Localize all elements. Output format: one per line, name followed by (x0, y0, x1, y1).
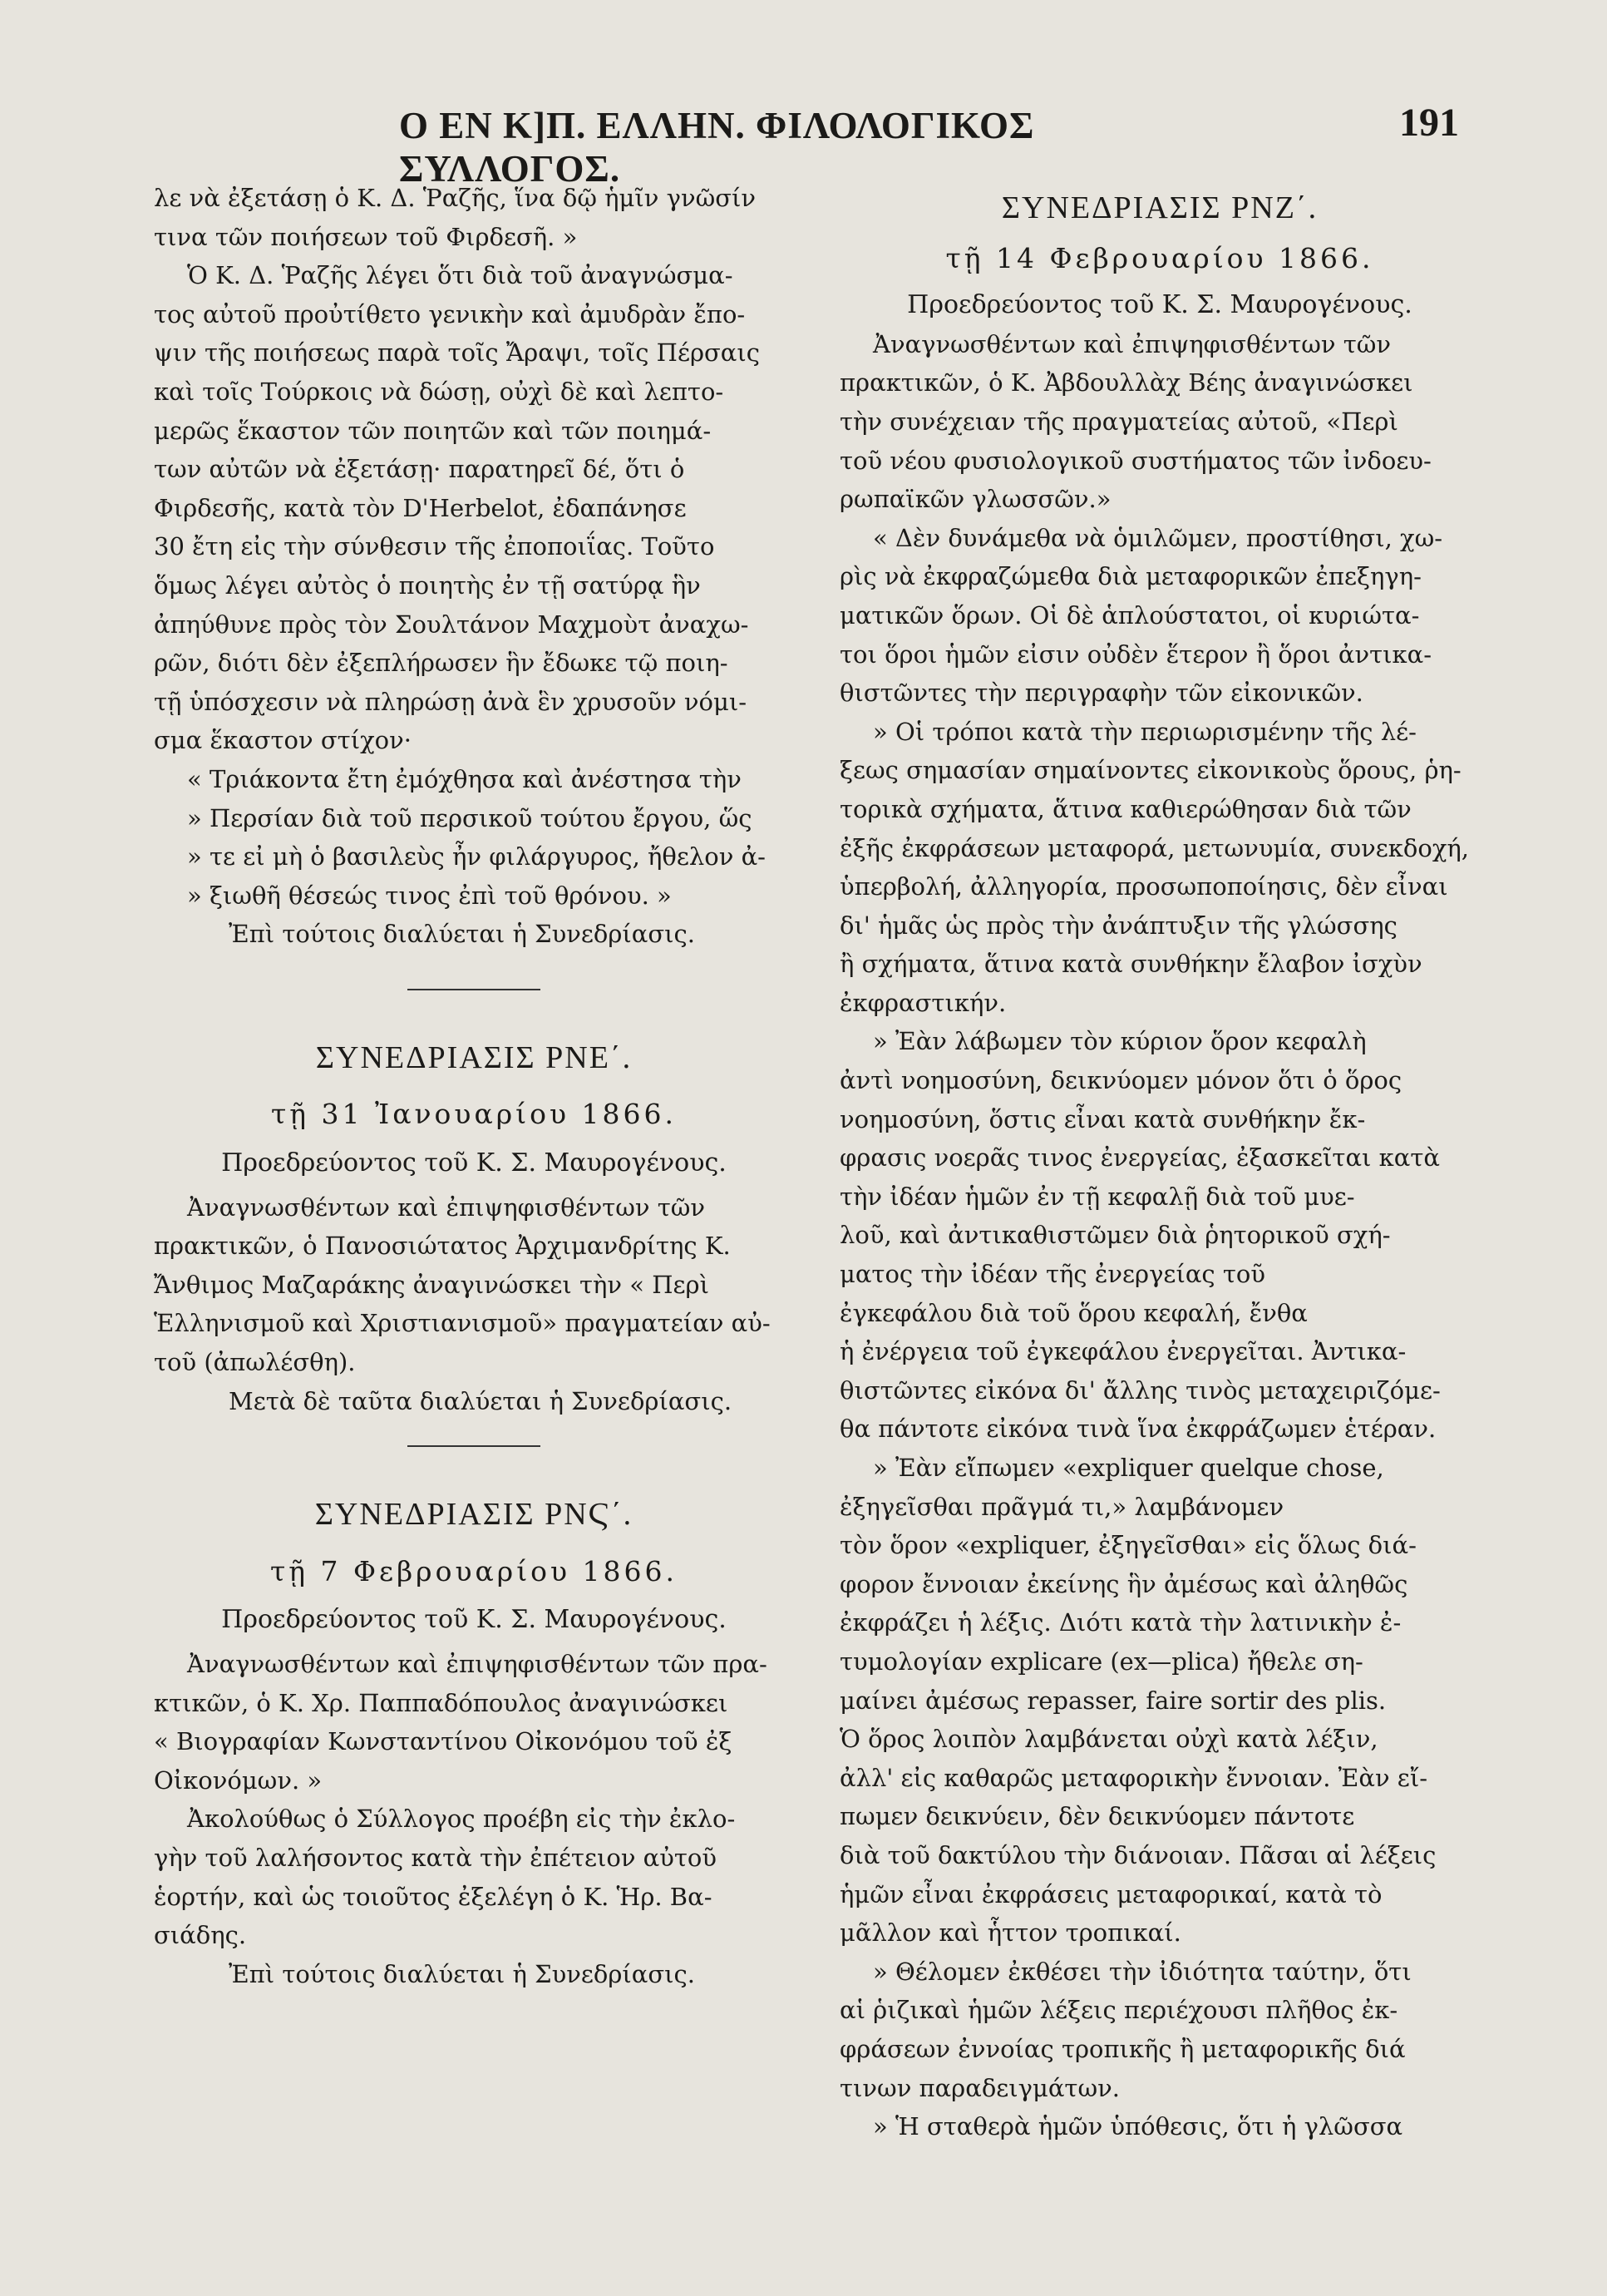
text-line: ἀπηύθυνε πρὸς τὸν Σουλτάνον Μαχμοὺτ ἀναχω- (154, 610, 749, 639)
text-line: τοῦ νέου φυσιολογικοῦ συστήματος τῶν ἰνδοευ- (840, 446, 1432, 475)
text-line: » Ἡ σταθερὰ ἡμῶν ὑπόθεσις, ὅτι ἡ γλῶσσα (873, 2112, 1403, 2141)
text-line: ματικῶν ὅρων. Οἱ δὲ ἁπλούστατοι, οἱ κυριώτα- (840, 600, 1420, 630)
text-line: θιστῶντες εἰκόνα δι' ἄλλης τινὸς μεταχειριζόμε- (840, 1375, 1441, 1405)
text-line: ρῶν, διότι δὲν ἐξεπλήρωσεν ἣν ἔδωκε τῷ ποιη- (154, 649, 728, 678)
session-heading: ΣΥΝΕΔΡΙΑΣΙΣ ΡΝΖ΄. (1001, 190, 1319, 225)
closing-line: Μετὰ δὲ ταῦτα διαλύεται ἡ Συνεδρίασις. (229, 1386, 732, 1415)
text-line: λε νὰ ἐξετάσῃ ὁ Κ. Δ. Ῥαζῆς, ἵνα δῷ ἡμῖν γνῶσίν (154, 184, 757, 212)
text-line: Ἄνθιμος Μαζαράκης ἀναγινώσκει τὴν « Περὶ (154, 1270, 709, 1299)
text-line: ἡ ἐνέργεια τοῦ ἐγκεφάλου ἐνεργεῖται. Ἀντικα- (840, 1337, 1407, 1366)
text-line: » Περσίαν διὰ τοῦ περσικοῦ τούτου ἔργου, ὥς (187, 803, 752, 832)
text-line: ἀντὶ νοημοσύνη, δεικνύομεν μόνον ὅτι ὁ ὅρος (840, 1066, 1402, 1095)
text-line: ἡμῶν εἶναι ἐκφράσεις μεταφορικαί, κατὰ τὸ (840, 1879, 1383, 1908)
text-line: » Ἐὰν λάβωμεν τὸν κύριον ὅρον κεφαλὴ (873, 1027, 1367, 1056)
text-line: τοι ὅροι ἡμῶν εἰσιν οὐδὲν ἕτερον ἢ ὅροι ἀντικα- (840, 639, 1432, 669)
text-line: μερῶς ἕκαστον τῶν ποιητῶν καὶ τῶν ποιημά- (154, 416, 712, 445)
text-line: τυμολογίαν explicare (ex—plica) ἤθελε ση- (840, 1647, 1363, 1676)
closing-line: Ἐπὶ τούτοις διαλύεται ἡ Συνεδρίασις. (229, 1959, 695, 1988)
text-line: τινων παραδειγμάτων. (840, 2073, 1120, 2102)
text-line: ἐγκεφάλου διὰ τοῦ ὅρου κεφαλή, ἔνθα (840, 1298, 1308, 1327)
intro-text (154, 179, 794, 256)
text-line: αἱ ῥιζικαὶ ἡμῶν λέξεις περιέχουσι πλῆθος ἐκ- (840, 1996, 1398, 2025)
text-line: Οἰκονόμων. » (154, 1765, 323, 1795)
text-line: Ἀναγνωσθέντων καὶ ἐπιψηφισθέντων τῶν (187, 1192, 706, 1222)
text-line: Φιρδεσῆς, κατὰ τὸν D'Herbelot, ἐδαπάνησε (154, 493, 687, 522)
text-line: ἐκφραστικήν. (840, 988, 1007, 1017)
session-date: τῇ 14 Φεβρουαρίου 1866. (945, 241, 1374, 274)
text-line: Ἀναγνωσθέντων καὶ ἐπιψηφισθέντων τῶν (873, 329, 1392, 358)
closing-line: Ἐπὶ τούτοις διαλύεται ἡ Συνεδρίασις. (229, 920, 695, 949)
text-line: » τε εἰ μὴ ὁ βασιλεὺς ἦν φιλάργυρος, ἤθελον ἀ- (187, 842, 766, 871)
text-line: θα πάντοτε εἰκόνα τινὰ ἵνα ἐκφράζωμεν ἑτέραν. (840, 1415, 1437, 1444)
session-chair: Προεδρεύοντος τοῦ Κ. Σ. Μαυρογένους. (221, 1605, 727, 1635)
text-line: φρασις νοερᾶς τινος ἐνεργείας, ἐξασκεῖται κατὰ (840, 1143, 1440, 1173)
text-line: Ἀναγνωσθέντων καὶ ἐπιψηφισθέντων τῶν πρα- (187, 1650, 767, 1678)
text-line: ὅμως λέγει αὐτὸς ὁ ποιητὴς ἐν τῇ σατύρᾳ ἣν (154, 570, 701, 600)
text-line: πρακτικῶν, ὁ Κ. Ἀβδουλλὰχ Βέης ἀναγινώσκει (840, 368, 1413, 397)
text-line: Ἑλληνισμοῦ καὶ Χριστιανισμοῦ» πραγματείαν αὐ- (154, 1309, 771, 1338)
text-line: τος αὐτοῦ προὐτίθετο γενικὴν καὶ ἀμυδρὰν ἔπο- (154, 299, 746, 328)
text-line: ματος τὴν ἰδέαν τῆς ἐνεργείας τοῦ (840, 1260, 1265, 1289)
text-line: σμα ἕκαστον στίχον· (154, 726, 412, 755)
text-line: ἐξηγεῖσθαι πρᾶγμά τι,» λαμβάνομεν (840, 1492, 1284, 1521)
text-line: τορικὰ σχήματα, ἅτινα καθιερώθησαν διὰ τῶν (840, 794, 1412, 823)
text-line: « Τριάκοντα ἔτη ἐμόχθησα καὶ ἀνέστησα τὴν (187, 764, 742, 793)
text-line: φράσεων ἐννοίας τροπικῆς ἢ μεταφορικῆς διά (840, 2034, 1406, 2063)
text-line: σιάδης. (154, 1921, 247, 1950)
text-line: πρακτικῶν, ὁ Πανοσιώτατος Ἀρχιμανδρίτης Κ. (154, 1232, 731, 1261)
left-column (154, 179, 794, 1993)
text-line: ξεως σημασίαν σημαίνοντες εἰκονικοὺς ὅρους, ῥη- (840, 756, 1462, 785)
session-heading: ΣΥΝΕΔΡΙΑΣΙΣ ΡΝΕ΄. (315, 1039, 633, 1075)
text-line: Ὁ Κ. Δ. Ῥαζῆς λέγει ὅτι διὰ τοῦ ἀναγνώσμα- (187, 261, 733, 290)
text-line: τινα τῶν ποιήσεων τοῦ Φιρδεσῆ. » (154, 222, 578, 251)
text-line: κτικῶν, ὁ Κ. Χρ. Παππαδόπουλος ἀναγινώσκει (154, 1688, 728, 1717)
text-line: Ὁ ὅρος λοιπὸν λαμβάνεται οὐχὶ κατὰ λέξιν, (840, 1725, 1378, 1754)
text-line: ἀλλ' εἰς καθαρῶς μεταφορικὴν ἔννοιαν. Ἐὰν εἴ- (840, 1763, 1427, 1792)
text-line: » ξιωθῆ θέσεώς τινος ἐπὶ τοῦ θρόνου. » (187, 881, 672, 910)
text-line: τὸν ὅρον «expliquer, ἐξηγεῖσθαι» εἰς ὅλως διά- (840, 1531, 1417, 1560)
text-line: καὶ τοῖς Τούρκοις νὰ δώσῃ, οὐχὶ δὲ καὶ λεπτο- (154, 377, 724, 406)
text-line: ἑορτήν, καὶ ὡς τοιοῦτος ἐξελέγη ὁ Κ. Ἡρ. Βα- (154, 1882, 712, 1911)
text-line: 30 ἔτη εἰς τὴν σύνθεσιν τῆς ἐποποιΐας. Τοῦτο (154, 532, 715, 561)
text-line: τὴν συνέχειαν τῆς πραγματείας αὐτοῦ, «Περὶ (840, 407, 1398, 436)
text-line: φορον ἔννοιαν ἐκείνης ἣν ἀμέσως καὶ ἀληθῶς (840, 1569, 1408, 1598)
verse-quote (154, 760, 794, 915)
paragraph (154, 256, 794, 760)
text-line: » Οἱ τρόποι κατὰ τὴν περιωρισμένην τῆς λέ- (873, 717, 1417, 746)
text-line: τῇ ὑπόσχεσιν νὰ πληρώσῃ ἀνὰ ἓν χρυσοῦν νόμι- (154, 687, 747, 716)
text-line: ρὶς νὰ ἐκφραζώμεθα διὰ μεταφορικῶν ἐπεξηγη- (840, 562, 1422, 591)
session-heading: ΣΥΝΕΔΡΙΑΣΙΣ ΡΝϚ΄. (314, 1497, 633, 1533)
right-column (840, 179, 1480, 2146)
text-line: γὴν τοῦ λαλήσοντος κατὰ τὴν ἐπέτειον αὐτοῦ (154, 1843, 717, 1872)
page-number: 191 (1399, 101, 1459, 145)
text-line: πωμεν δεικνύειν, δὲν δεικνύομεν πάντοτε (840, 1802, 1355, 1831)
text-line: » Ἐὰν εἴπωμεν «expliquer quelque chose, (873, 1454, 1384, 1482)
text-line: ὑπερβολή, ἀλληγορία, προσωποποίησις, δὲν εἶναι (840, 872, 1448, 901)
text-line: νοημοσύνη, ὅστις εἶναι κατὰ συνθήκην ἔκ- (840, 1104, 1366, 1133)
text-line: » Θέλομεν ἐκθέσει τὴν ἰδιότητα ταύτην, ὅτι (873, 1957, 1412, 1986)
text-line: ἢ σχήματα, ἅτινα κατὰ συνθήκην ἔλαβον ἰσχὺν (840, 950, 1422, 979)
session-date: τῇ 7 Φεβρουαρίου 1866. (269, 1554, 678, 1587)
text-line: δι' ἡμᾶς ὡς πρὸς τὴν ἀνάπτυξιν τῆς γλώσσης (840, 911, 1397, 940)
session-date: τῇ 31 Ἰανουαρίου 1866. (271, 1098, 677, 1131)
text-line: ρωπαϊκῶν γλωσσῶν.» (840, 485, 1112, 514)
running-header: Ο ΕΝ Κ]Π. ΕΛΛΗΝ. ΦΙΛΟΛΟΓΙΚΟΣ ΣΥΛΛΟΓΟΣ. (399, 105, 1035, 190)
text-line: των αὐτῶν νὰ ἐξετάσῃ· παρατηρεῖ δέ, ὅτι ὁ (154, 455, 685, 484)
text-line: λοῦ, καὶ ἀντικαθιστῶμεν διὰ ῥητορικοῦ σχή- (840, 1221, 1391, 1250)
text-line: ἐκφράζει ἡ λέξις. Διότι κατὰ τὴν λατινικὴν ἐ- (840, 1608, 1402, 1637)
text-line: διὰ τοῦ δακτύλου τὴν διάνοιαν. Πᾶσαι αἱ λέξεις (840, 1840, 1437, 1869)
text-line: ἐξῆς ἐκφράσεων μεταφορά, μετωνυμία, συνεκδοχή, (840, 833, 1469, 862)
text-line: τοῦ (ἀπωλέσθη). (154, 1348, 356, 1377)
session-chair: Προεδρεύοντος τοῦ Κ. Σ. Μαυρογένους. (221, 1148, 727, 1178)
session-chair: Προεδρεύοντος τοῦ Κ. Σ. Μαυρογένους. (907, 290, 1412, 320)
text-line: ψιν τῆς ποιήσεως παρὰ τοῖς Ἄραψι, τοῖς Πέρσαις (154, 338, 761, 368)
text-line: μᾶλλον καὶ ἧττον τροπικαί. (840, 1918, 1181, 1948)
text-line: μαίνει ἀμέσως repasser, faire sortir des plis. (840, 1686, 1387, 1715)
text-line: « Βιογραφίαν Κωνσταντίνου Οἰκονόμου τοῦ ἐξ (154, 1727, 732, 1756)
text-line: θιστῶντες τὴν περιγραφὴν τῶν εἰκονικῶν. (840, 679, 1363, 708)
text-line: τὴν ἰδέαν ἡμῶν ἐν τῇ κεφαλῇ διὰ τοῦ μυε- (840, 1182, 1355, 1211)
text-line: Ἀκολούθως ὁ Σύλλογος προέβη εἰς τὴν ἐκλο- (187, 1805, 736, 1834)
text-line: « Δὲν δυνάμεθα νὰ ὁμιλῶμεν, προστίθησι, χω- (873, 523, 1443, 552)
